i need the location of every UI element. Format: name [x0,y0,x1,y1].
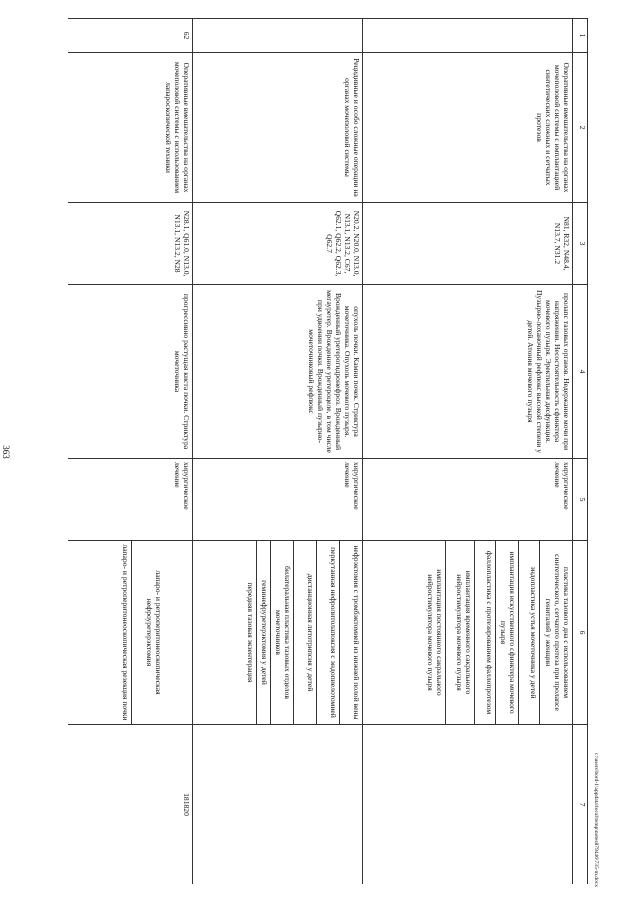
header-cell: 2 [573,53,588,203]
method-item: имплантация временного сакрального нейростимулятора мочевого пузыря [446,541,475,724]
header-cell: 4 [573,285,588,459]
rotated-page [68,18,588,884]
normative-cost: 181820 [68,725,193,885]
table-row [363,19,573,885]
intervention-name: Оперативные вмешательства на органах мочеполовой системы с имплантацией синтетических сложных и сетчатых протезов [363,53,573,203]
table-row [193,19,363,885]
method-item: эндопластика устья мочеточника у детей [519,541,540,724]
method-item: фаллопластика с протезированием фаллопротезом [475,541,496,724]
method-item: имплантация постоянного сакрального нейростимулятора мочевого пузыря [417,541,446,724]
header-cell: 7 [573,725,588,885]
intervention-name: Рецидивные и особо сложные операции на органах мочеполовой системы [193,53,363,203]
method-item: пластика тазового дна с использованием синтетического, сетчатого протеза при пролапсе гениталий у женщин [540,541,573,724]
treatment-type: хирургическое лечение [68,459,193,541]
method-item: перкутанная нефролитолапоксия с эндопиелотомией [317,541,340,724]
header-cell: 6 [573,541,588,725]
header-cell: 3 [573,203,588,285]
treatment-type: хирургическое лечение [363,459,573,541]
page-number: 363 [1,445,11,459]
procedures-table [68,18,588,884]
table-row [68,19,193,885]
patient-model: пролапс тазовых органов. Недержание мочи при напряжении. Несостоятельность сфинктера мочевого пузыря. Эректильная дисфункция. Пузырно-лоханочный рефлюкс высокой степени у детей. Атония мочевого пузыря [363,285,573,459]
normative-cost [363,725,573,885]
methods-cell [68,541,193,725]
header-cell: 5 [573,459,588,541]
row-number [363,19,573,53]
method-item: дистанционная литотрипсия у детей [294,541,317,724]
method-item: имплантация искусственного сфинктера мочевого пузыря [496,541,519,724]
table-header-row [573,19,588,885]
treatment-type: хирургическое лечение [193,459,363,541]
intervention-name: Оперативные вмешательства на органах мочеполовой системы с использованием лапароскопической техники [68,53,193,203]
row-number: 62 [68,19,193,53]
normative-cost [193,725,363,885]
icd-codes: N28.1, Q61.0, N13.0, N13.1, N13.2, N28 [68,203,193,285]
method-item: геминефруретерэктомия у детей [257,541,271,724]
patient-model: опухоль почки. Камни почек. Стриктура мочеточника. Опухоль мочевого пузыря. Врожденный уретерогидронефроз. Врожденный мегауретер. Врожденное уретероцеле, в том числе при удвоении почки. Врожденный пузырно-мочеточниковый рефлюкс [193,285,363,459]
icd-codes: N20.2, N20.0, N13.0, N13.1, N13.2, C67, Q62.1, Q62.2, Q62.3, Q62.7 [193,203,363,285]
method-item: лапаро- и ретроперитонеоскопическая нефроуретерэктомия [132,541,193,724]
footer-path: c:\users\bord-1\appdata\local\temp\notes879446\735-m.docx [593,753,599,887]
method-item: лапаро- и ретроперитонеоскопическая резекция почки [99,541,132,724]
method-item: билатеральная пластика тазовых отделов мочеточников [271,541,294,724]
icd-codes: N81, R32, N48.4, N13.7, N31.2 [363,203,573,285]
row-number [193,19,363,53]
patient-model: прогрессивно растущая киста почки. Стриктура мочеточника [68,285,193,459]
methods-cell [193,541,363,725]
header-cell: 1 [573,19,588,53]
methods-cell [363,541,573,725]
method-item: нефрэктомия с тромбэктомией из нижней полой вены [340,541,363,724]
method-item: передняя тазовая экзентерация [243,541,257,724]
